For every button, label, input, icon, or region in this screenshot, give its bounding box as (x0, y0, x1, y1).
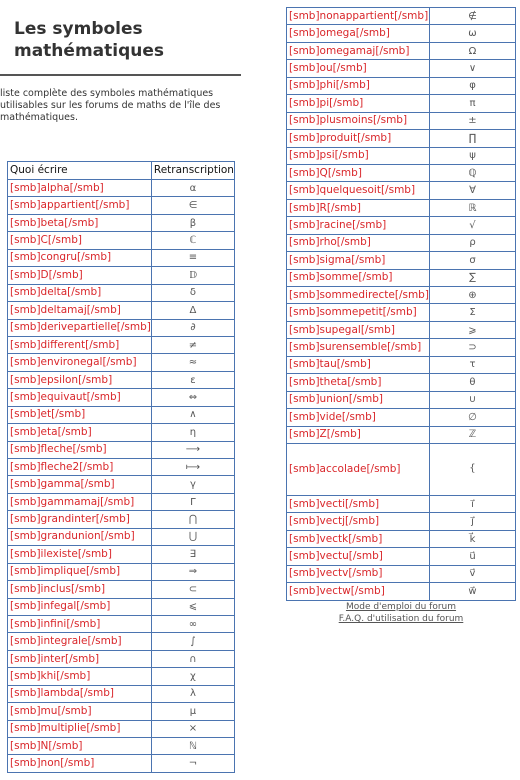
table-row (8, 406, 235, 423)
symbol-output: ρ (429, 234, 515, 251)
symbol-output: σ (429, 252, 515, 269)
symbol-code: [smb]appartient[/smb] (8, 197, 152, 214)
table-row (8, 720, 235, 737)
table-row (287, 339, 516, 356)
symbol-output: ℚ (429, 164, 515, 181)
symbol-code: [smb]N[/smb] (8, 738, 152, 755)
footer-links (286, 601, 516, 625)
symbol-output: v⃗ (429, 565, 515, 582)
symbol-output: ∪ (429, 391, 515, 408)
symbol-output: ⋃ (151, 528, 234, 545)
symbol-output: ¬ (151, 755, 234, 772)
symbol-code: [smb]sommedirecte[/smb] (287, 287, 430, 304)
symbol-code: [smb]omega[/smb] (287, 25, 430, 42)
symbol-output: ± (429, 112, 515, 129)
symbol-code: [smb]vectu[/smb] (287, 548, 430, 565)
symbol-output: ∅ (429, 409, 515, 426)
symbols-table-left (7, 161, 235, 773)
symbol-output: ⊂ (151, 581, 234, 598)
symbol-output: Ω (429, 42, 515, 59)
symbol-code: [smb]plusmoins[/smb] (287, 112, 430, 129)
symbol-code: [smb]quelquesoit[/smb] (287, 182, 430, 199)
symbol-output: λ (151, 685, 234, 702)
symbol-output: ⟶ (151, 441, 234, 458)
symbol-code: [smb]khi[/smb] (8, 668, 152, 685)
table-row (8, 738, 235, 755)
symbol-code: [smb]C[/smb] (8, 232, 152, 249)
symbol-code: [smb]eta[/smb] (8, 424, 152, 441)
table-row (287, 95, 516, 112)
table-row (8, 476, 235, 493)
symbol-output: ω (429, 25, 515, 42)
table-row (8, 180, 235, 197)
table-row (287, 356, 516, 373)
symbol-code: [smb]implique[/smb] (8, 563, 152, 580)
symbol-output: ℤ (429, 426, 515, 443)
symbol-code: [smb]inter[/smb] (8, 650, 152, 667)
symbol-output: α (151, 180, 234, 197)
symbol-code: [smb]infegal[/smb] (8, 598, 152, 615)
table-row (8, 232, 235, 249)
symbol-code: [smb]vectv[/smb] (287, 565, 430, 582)
table-row (8, 441, 235, 458)
symbol-output: × (151, 720, 234, 737)
symbol-code: [smb]grandunion[/smb] (8, 528, 152, 545)
title-divider (0, 74, 241, 76)
table-row (8, 581, 235, 598)
symbol-code: [smb]infini[/smb] (8, 615, 152, 632)
symbol-output: π (429, 95, 515, 112)
symbol-output: μ (151, 703, 234, 720)
symbol-output: ∈ (151, 197, 234, 214)
symbol-output: ψ (429, 147, 515, 164)
symbol-output: ⩾ (429, 321, 515, 338)
symbol-code: [smb]grandinter[/smb] (8, 511, 152, 528)
symbol-code: [smb]non[/smb] (8, 755, 152, 772)
table-row (8, 302, 235, 319)
symbol-output: χ (151, 668, 234, 685)
table-row (8, 354, 235, 371)
table-row (8, 633, 235, 650)
table-row (8, 336, 235, 353)
symbol-code: [smb]ou[/smb] (287, 60, 430, 77)
table-row (287, 77, 516, 94)
symbol-code: [smb]congru[/smb] (8, 249, 152, 266)
symbol-code: [smb]vectw[/smb] (287, 583, 430, 600)
symbol-code: [smb]inclus[/smb] (8, 581, 152, 598)
symbols-table-right (286, 7, 516, 601)
symbol-output: ∂ (151, 319, 234, 336)
symbol-output: ⩽ (151, 598, 234, 615)
symbol-output: ⋂ (151, 511, 234, 528)
table-row (287, 583, 516, 600)
symbol-code: [smb]omegamaj[/smb] (287, 42, 430, 59)
table-row (8, 528, 235, 545)
symbol-code: [smb]pi[/smb] (287, 95, 430, 112)
symbol-output: ε (151, 371, 234, 388)
symbol-output: ⊕ (429, 287, 515, 304)
symbol-code: [smb]lambda[/smb] (8, 685, 152, 702)
table-row (8, 511, 235, 528)
symbol-output: ∩ (151, 650, 234, 667)
symbol-output: ∨ (429, 60, 515, 77)
symbol-output: φ (429, 77, 515, 94)
symbol-output: β (151, 214, 234, 231)
table-row (8, 493, 235, 510)
table-row (287, 42, 516, 59)
header-output: Retranscription (151, 162, 234, 180)
symbol-code: [smb]surensemble[/smb] (287, 339, 430, 356)
table-row (287, 147, 516, 164)
manual-link[interactable]: Mode d'emploi du forum (345, 602, 457, 612)
symbol-code: [smb]gammamaj[/smb] (8, 493, 152, 510)
table-row (8, 424, 235, 441)
symbol-code: [smb]mu[/smb] (8, 703, 152, 720)
table-row (287, 304, 516, 321)
symbol-output: k⃗ (429, 530, 515, 547)
table-row (8, 197, 235, 214)
symbol-code: [smb]Q[/smb] (287, 164, 430, 181)
symbol-code: [smb]Z[/smb] (287, 426, 430, 443)
symbol-output: ⊃ (429, 339, 515, 356)
symbol-code: [smb]R[/smb] (287, 199, 430, 216)
symbol-code: [smb]derivepartielle[/smb] (8, 319, 152, 336)
symbol-output: Σ (429, 304, 515, 321)
symbol-code: [smb]supegal[/smb] (287, 321, 430, 338)
symbol-code: [smb]theta[/smb] (287, 374, 430, 391)
symbol-code: [smb]racine[/smb] (287, 217, 430, 234)
table-row (287, 391, 516, 408)
symbol-output: ∀ (429, 182, 515, 199)
table-row (287, 374, 516, 391)
symbol-code: [smb]gamma[/smb] (8, 476, 152, 493)
table-row (287, 426, 516, 443)
symbol-code: [smb]epsilon[/smb] (8, 371, 152, 388)
symbol-output: θ (429, 374, 515, 391)
symbol-output: ∞ (151, 615, 234, 632)
symbol-output: η (151, 424, 234, 441)
symbol-code: [smb]tau[/smb] (287, 356, 430, 373)
symbol-output: ∉ (429, 8, 515, 25)
table-row (287, 443, 516, 495)
table-row (8, 319, 235, 336)
table-row (287, 409, 516, 426)
intro-text: liste complète des symboles mathématiques utilisables sur les forums de maths de l'île des mathématiques. (0, 88, 221, 123)
symbol-code: [smb]somme[/smb] (287, 269, 430, 286)
symbol-code: [smb]phi[/smb] (287, 77, 430, 94)
table-row (287, 60, 516, 77)
symbol-code: [smb]vectj[/smb] (287, 513, 430, 530)
symbol-output: δ (151, 284, 234, 301)
table-row (287, 321, 516, 338)
symbol-code: [smb]et[/smb] (8, 406, 152, 423)
symbol-output: ≠ (151, 336, 234, 353)
symbol-code: [smb]fleche2[/smb] (8, 459, 152, 476)
symbol-code: [smb]union[/smb] (287, 391, 430, 408)
table-row (287, 8, 516, 25)
symbol-output: ⇔ (151, 389, 234, 406)
symbol-code: [smb]vectk[/smb] (287, 530, 430, 547)
symbol-output: ∏ (429, 130, 515, 147)
table-row (287, 252, 516, 269)
symbol-output: j⃗ (429, 513, 515, 530)
table-row (8, 703, 235, 720)
symbol-code: [smb]sigma[/smb] (287, 252, 430, 269)
symbol-code: [smb]alpha[/smb] (8, 180, 152, 197)
table-row (8, 598, 235, 615)
table-row (8, 650, 235, 667)
table-header-row (8, 162, 235, 180)
table-row (8, 615, 235, 632)
symbol-code: [smb]integrale[/smb] (8, 633, 152, 650)
symbol-output: √ (429, 217, 515, 234)
table-row (287, 25, 516, 42)
symbol-code: [smb]psi[/smb] (287, 147, 430, 164)
symbol-output: ℝ (429, 199, 515, 216)
table-row (287, 199, 516, 216)
symbol-code: [smb]delta[/smb] (8, 284, 152, 301)
table-row (287, 234, 516, 251)
symbol-code: [smb]vide[/smb] (287, 409, 430, 426)
symbol-output: Γ (151, 493, 234, 510)
header-code: Quoi écrire (8, 162, 152, 180)
symbol-code: [smb]environegal[/smb] (8, 354, 152, 371)
symbol-output: ≡ (151, 249, 234, 266)
table-row (287, 565, 516, 582)
symbol-code: [smb]produit[/smb] (287, 130, 430, 147)
symbol-output: ⟼ (151, 459, 234, 476)
symbol-output: { (429, 443, 515, 495)
symbol-code: [smb]multiplie[/smb] (8, 720, 152, 737)
table-row (8, 563, 235, 580)
table-row (287, 513, 516, 530)
table-row (8, 249, 235, 266)
table-row (287, 530, 516, 547)
table-row (8, 459, 235, 476)
symbol-output: i⃗ (429, 495, 515, 512)
table-row (287, 112, 516, 129)
table-row (287, 182, 516, 199)
table-row (8, 685, 235, 702)
table-row (287, 217, 516, 234)
table-row (8, 546, 235, 563)
symbol-output: τ (429, 356, 515, 373)
table-row (8, 755, 235, 772)
table-row (287, 495, 516, 512)
symbol-code: [smb]different[/smb] (8, 336, 152, 353)
symbol-output: w⃗ (429, 583, 515, 600)
table-row (8, 371, 235, 388)
table-row (287, 164, 516, 181)
symbol-output: ⇒ (151, 563, 234, 580)
table-row (8, 284, 235, 301)
symbol-output: ∑ (429, 269, 515, 286)
symbol-code: [smb]deltamaj[/smb] (8, 302, 152, 319)
table-row (8, 267, 235, 284)
table-row (8, 214, 235, 231)
table-row (287, 548, 516, 565)
symbol-code: [smb]rho[/smb] (287, 234, 430, 251)
symbol-code: [smb]nonappartient[/smb] (287, 8, 430, 25)
symbol-output: ℕ (151, 738, 234, 755)
symbol-code: [smb]D[/smb] (8, 267, 152, 284)
symbol-output: ∫ (151, 633, 234, 650)
symbol-output: ∧ (151, 406, 234, 423)
table-row (8, 668, 235, 685)
symbol-output: Δ (151, 302, 234, 319)
symbol-code: [smb]equivaut[/smb] (8, 389, 152, 406)
symbol-output: u⃗ (429, 548, 515, 565)
table-row (287, 269, 516, 286)
symbol-code: [smb]ilexiste[/smb] (8, 546, 152, 563)
symbol-code: [smb]vecti[/smb] (287, 495, 430, 512)
page-title: Les symboles mathématiques (14, 19, 165, 61)
table-row (8, 389, 235, 406)
table-row (287, 287, 516, 304)
symbol-output: ∃ (151, 546, 234, 563)
symbol-code: [smb]sommepetit[/smb] (287, 304, 430, 321)
symbol-output: 𝔻 (151, 267, 234, 284)
faq-link[interactable]: F.A.Q. d'utilisation du forum (338, 614, 464, 624)
table-row (287, 130, 516, 147)
symbol-output: γ (151, 476, 234, 493)
symbol-output: ℂ (151, 232, 234, 249)
symbol-code: [smb]fleche[/smb] (8, 441, 152, 458)
symbol-code: [smb]beta[/smb] (8, 214, 152, 231)
symbol-output: ≈ (151, 354, 234, 371)
symbol-code: [smb]accolade[/smb] (287, 443, 430, 495)
